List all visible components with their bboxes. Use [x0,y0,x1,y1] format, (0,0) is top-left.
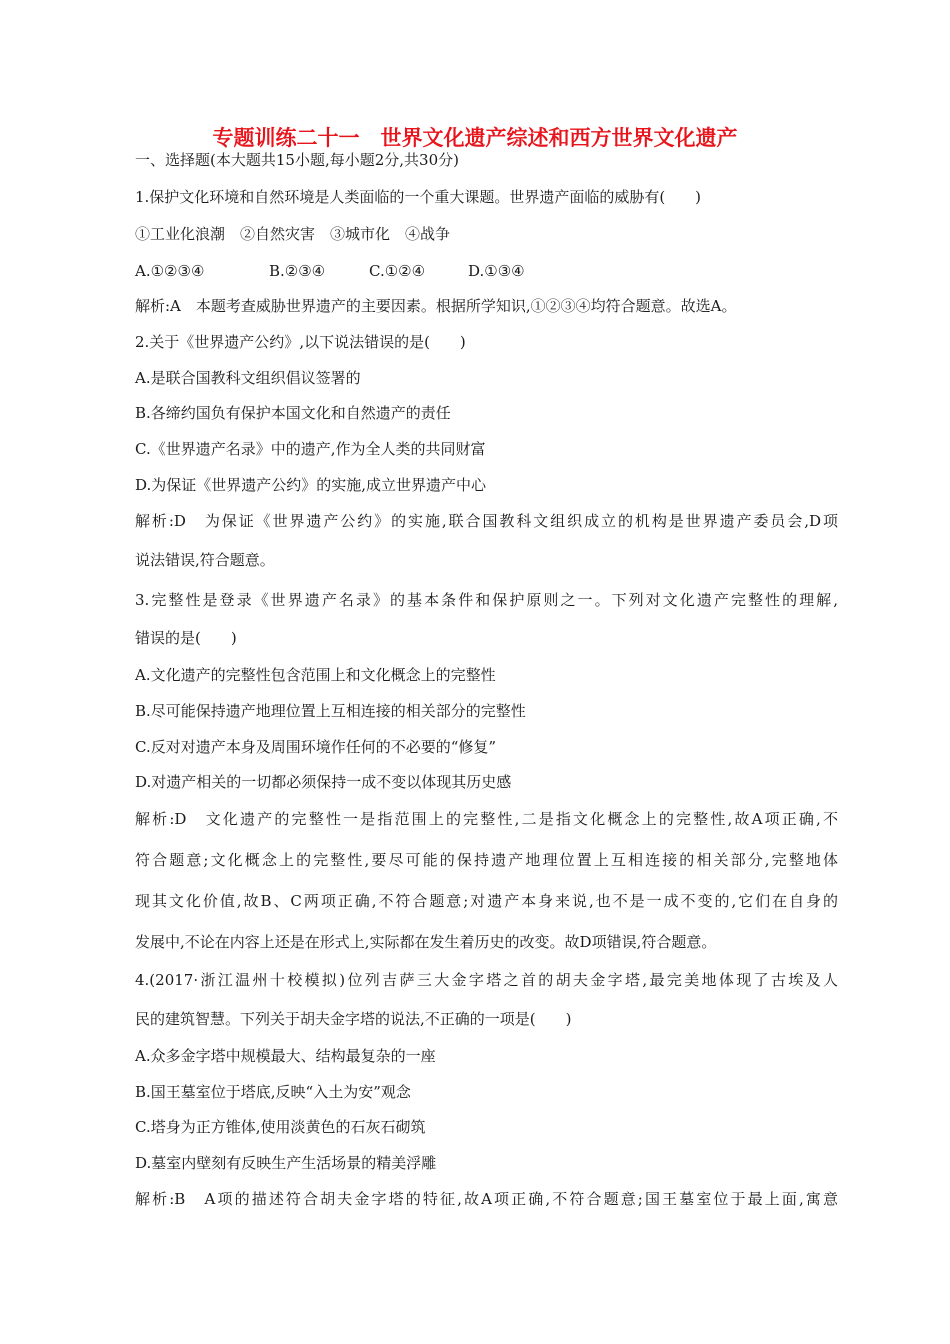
question-1-option-c: C.①②④ [369,262,426,280]
question-2-analysis-line-2: 说法错误,符合题意。 [135,551,275,569]
question-1-stem: 1.保护文化环境和自然环境是人类面临的一个重大课题。世界遗产面临的威胁有( ) [135,188,702,206]
page-title: 专题训练二十一 世界文化遗产综述和西方世界文化遗产 [212,126,738,150]
question-4-stem-line-1: 4.(2017·浙江温州十校模拟)位列吉萨三大金字塔之首的胡夫金字塔,最完美地体现了古埃及人 [135,971,838,989]
question-3-option-d: D.对遗产相关的一切都必须保持一成不变以体现其历史感 [135,773,512,791]
question-1-option-b: B.②③④ [269,262,326,280]
question-2-option-b: B.各缔约国负有保护本国文化和自然遗产的责任 [135,404,451,422]
question-2-option-a: A.是联合国教科文组织倡议签署的 [135,369,361,387]
question-2-option-d: D.为保证《世界遗产公约》的实施,成立世界遗产中心 [135,476,487,494]
question-1-options [135,261,568,281]
question-2-analysis-line-1: 解析:D 为保证《世界遗产公约》的实施,联合国教科文组织成立的机构是世界遗产委员会,D项 [135,512,838,530]
section-header: 一、选择题(本大题共15小题,每小题2分,共30分) [135,151,459,169]
question-3-stem-line-1: 3.完整性是登录《世界遗产名录》的基本条件和保护原则之一。下列对文化遗产完整性的理解, [135,591,838,609]
question-3-option-a: A.文化遗产的完整性包含范围上和文化概念上的完整性 [135,666,496,684]
question-4-stem-line-2: 民的建筑智慧。下列关于胡夫金字塔的说法,不正确的一项是( ) [135,1010,572,1028]
question-3-option-b: B.尽可能保持遗产地理位置上互相连接的相关部分的完整性 [135,702,526,720]
question-3-analysis-line-1: 解析:D 文化遗产的完整性一是指范围上的完整性,二是指文化概念上的完整性,故A项正确,不 [135,810,838,828]
question-4-analysis-line-1: 解析:B A项的描述符合胡夫金字塔的特征,故A项正确,不符合题意;国王墓室位于最上面,寓意 [135,1190,838,1208]
question-4-option-c: C.塔身为正方锥体,使用淡黄色的石灰石砌筑 [135,1118,426,1136]
question-4-option-a: A.众多金字塔中规模最大、结构最复杂的一座 [135,1047,436,1065]
question-2-option-c: C.《世界遗产名录》中的遗产,作为全人类的共同财富 [135,440,486,458]
question-3-analysis-line-3: 现其文化价值,故B、C两项正确,不符合题意;对遗产本身来说,也不是一成不变的,它们在自身的 [135,892,838,910]
question-4-option-d: D.墓室内壁刻有反映生产生活场景的精美浮雕 [135,1154,437,1172]
question-1-items: ①工业化浪潮 ②自然灾害 ③城市化 ④战争 [135,225,451,243]
question-1-option-a: A.①②③④ [135,262,205,280]
question-3-analysis-line-2: 符合题意;文化概念上的完整性,要尽可能的保持遗产地理位置上互相连接的相关部分,完整地体 [135,851,838,869]
question-3-option-c: C.反对对遗产本身及周围环境作任何的不必要的“修复” [135,738,497,756]
question-1-option-d: D.①③④ [468,262,525,280]
question-3-stem-line-2: 错误的是( ) [135,629,237,647]
question-2-stem: 2.关于《世界遗产公约》,以下说法错误的是( ) [135,333,466,351]
question-4-option-b: B.国王墓室位于塔底,反映“入土为安”观念 [135,1083,411,1101]
question-3-analysis-line-4: 发展中,不论在内容上还是在形式上,实际都在发生着历史的改变。故D项错误,符合题意。 [135,933,717,951]
question-1-analysis: 解析:A 本题考查威胁世界遗产的主要因素。根据所学知识,①②③④均符合题意。故选A。 [135,297,737,315]
